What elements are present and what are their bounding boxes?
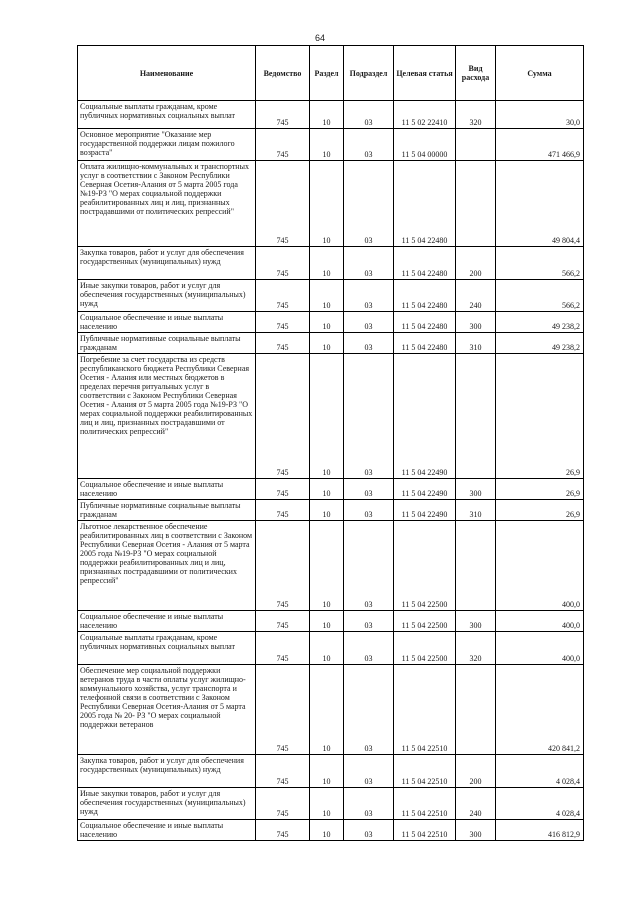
row-vedomstvo: 745 bbox=[256, 101, 310, 129]
row-statya: 11 5 04 00000 bbox=[394, 129, 456, 161]
row-statya: 11 5 04 22510 bbox=[394, 820, 456, 841]
row-razdel: 10 bbox=[310, 788, 344, 820]
budget-table bbox=[77, 45, 584, 841]
table-row bbox=[78, 161, 584, 247]
row-podrazdel: 03 bbox=[344, 788, 394, 820]
row-name: Социальное обеспечение и иные выплаты населению bbox=[78, 479, 256, 500]
row-summa: 400,0 bbox=[496, 632, 584, 665]
row-podrazdel: 03 bbox=[344, 611, 394, 632]
row-vid: 300 bbox=[456, 479, 496, 500]
table-row bbox=[78, 665, 584, 755]
row-razdel: 10 bbox=[310, 354, 344, 479]
row-vedomstvo: 745 bbox=[256, 755, 310, 788]
row-summa: 400,0 bbox=[496, 611, 584, 632]
row-name: Оплата жилищно-коммунальных и транспортных услуг в соответствии с Законом Республики Северная Осетия-Алания от 5 марта 2005 года №19-РЗ "О мерах социальной поддержки реабилитированных лиц и лиц, признанных пострадавшими от политических репрессий" bbox=[78, 161, 256, 247]
row-vedomstvo: 745 bbox=[256, 611, 310, 632]
row-podrazdel: 03 bbox=[344, 521, 394, 611]
row-name: Публичные нормативные социальные выплаты гражданам bbox=[78, 500, 256, 521]
row-summa: 30,0 bbox=[496, 101, 584, 129]
row-podrazdel: 03 bbox=[344, 101, 394, 129]
row-name: Обеспечение мер социальной поддержки ветеранов труда в части оплаты услуг жилищно-коммунального хозяйства, услуг транспорта и телефонной связи в соответствии с Законом Республики Северная Осетия-Алания от 5 марта 2005 года № 20- РЗ "О мерах социальной поддержки ветеранов bbox=[78, 665, 256, 755]
row-podrazdel: 03 bbox=[344, 755, 394, 788]
table-row bbox=[78, 280, 584, 312]
row-vedomstvo: 745 bbox=[256, 665, 310, 755]
row-razdel: 10 bbox=[310, 161, 344, 247]
row-razdel: 10 bbox=[310, 101, 344, 129]
row-podrazdel: 03 bbox=[344, 354, 394, 479]
row-statya: 11 5 04 22490 bbox=[394, 500, 456, 521]
row-summa: 49 804,4 bbox=[496, 161, 584, 247]
row-statya: 11 5 04 22500 bbox=[394, 521, 456, 611]
row-podrazdel: 03 bbox=[344, 280, 394, 312]
row-razdel: 10 bbox=[310, 479, 344, 500]
column-header-razdel: Раздел bbox=[310, 46, 344, 101]
row-vid: 300 bbox=[456, 312, 496, 333]
row-statya: 11 5 04 22480 bbox=[394, 312, 456, 333]
row-statya: 11 5 04 22510 bbox=[394, 665, 456, 755]
row-vedomstvo: 745 bbox=[256, 354, 310, 479]
column-header-summa: Сумма bbox=[496, 46, 584, 101]
row-podrazdel: 03 bbox=[344, 129, 394, 161]
row-statya: 11 5 04 22490 bbox=[394, 354, 456, 479]
row-summa: 49 238,2 bbox=[496, 312, 584, 333]
row-summa: 26,9 bbox=[496, 354, 584, 479]
row-name: Социальное обеспечение и иные выплаты населению bbox=[78, 312, 256, 333]
row-vedomstvo: 745 bbox=[256, 312, 310, 333]
row-summa: 416 812,9 bbox=[496, 820, 584, 841]
row-vedomstvo: 745 bbox=[256, 632, 310, 665]
row-podrazdel: 03 bbox=[344, 500, 394, 521]
column-header-name: Наименование bbox=[78, 46, 256, 101]
column-header-statya: Целевая статья bbox=[394, 46, 456, 101]
table-row bbox=[78, 129, 584, 161]
row-statya: 11 5 04 22500 bbox=[394, 632, 456, 665]
row-vid: 320 bbox=[456, 632, 496, 665]
row-podrazdel: 03 bbox=[344, 333, 394, 354]
row-razdel: 10 bbox=[310, 611, 344, 632]
row-vid bbox=[456, 161, 496, 247]
row-podrazdel: 03 bbox=[344, 312, 394, 333]
row-summa: 566,2 bbox=[496, 247, 584, 280]
row-podrazdel: 03 bbox=[344, 247, 394, 280]
row-podrazdel: 03 bbox=[344, 479, 394, 500]
row-name: Социальные выплаты гражданам, кроме публичных нормативных социальных выплат bbox=[78, 632, 256, 665]
table-row bbox=[78, 479, 584, 500]
row-statya: 11 5 02 22410 bbox=[394, 101, 456, 129]
row-razdel: 10 bbox=[310, 312, 344, 333]
row-razdel: 10 bbox=[310, 333, 344, 354]
table-body bbox=[78, 101, 584, 841]
row-podrazdel: 03 bbox=[344, 820, 394, 841]
row-name: Основное мероприятие "Оказание мер государственной поддержки лицам пожилого возраста" bbox=[78, 129, 256, 161]
row-summa: 566,2 bbox=[496, 280, 584, 312]
row-name: Публичные нормативные социальные выплаты гражданам bbox=[78, 333, 256, 354]
row-vid: 200 bbox=[456, 755, 496, 788]
row-statya: 11 5 04 22480 bbox=[394, 333, 456, 354]
row-razdel: 10 bbox=[310, 665, 344, 755]
table-row bbox=[78, 521, 584, 611]
row-razdel: 10 bbox=[310, 280, 344, 312]
row-name: Закупка товаров, работ и услуг для обеспечения государственных (муниципальных) нужд bbox=[78, 247, 256, 280]
table-row bbox=[78, 101, 584, 129]
row-razdel: 10 bbox=[310, 500, 344, 521]
row-name: Погребение за счет государства из средств республиканского бюджета Республики Северная Осетия - Алания или местных бюджетов в пределах перечня ритуальных услуг в соответствии с Законом Республики Северная Осетия - Алания от 5 марта 2005 года №19-РЗ "О мерах социальной поддержки реабилитированных лиц и лиц, признанных пострадавшими от политических репрессий" bbox=[78, 354, 256, 479]
row-vedomstvo: 745 bbox=[256, 333, 310, 354]
row-vid bbox=[456, 129, 496, 161]
row-name: Социальные выплаты гражданам, кроме публичных нормативных социальных выплат bbox=[78, 101, 256, 129]
row-podrazdel: 03 bbox=[344, 632, 394, 665]
table-row bbox=[78, 632, 584, 665]
row-summa: 26,9 bbox=[496, 479, 584, 500]
row-vedomstvo: 745 bbox=[256, 479, 310, 500]
row-vid: 320 bbox=[456, 101, 496, 129]
row-vedomstvo: 745 bbox=[256, 129, 310, 161]
row-vid bbox=[456, 521, 496, 611]
row-vid bbox=[456, 354, 496, 479]
column-header-podrazdel: Подраздел bbox=[344, 46, 394, 101]
table-row bbox=[78, 611, 584, 632]
row-podrazdel: 03 bbox=[344, 161, 394, 247]
row-razdel: 10 bbox=[310, 521, 344, 611]
row-name: Иные закупки товаров, работ и услуг для обеспечения государственных (муниципальных) нужд bbox=[78, 788, 256, 820]
row-vedomstvo: 745 bbox=[256, 521, 310, 611]
row-razdel: 10 bbox=[310, 632, 344, 665]
row-vid: 240 bbox=[456, 788, 496, 820]
row-summa: 420 841,2 bbox=[496, 665, 584, 755]
row-razdel: 10 bbox=[310, 755, 344, 788]
table-row bbox=[78, 788, 584, 820]
row-summa: 4 028,4 bbox=[496, 788, 584, 820]
row-vid: 200 bbox=[456, 247, 496, 280]
table-row bbox=[78, 755, 584, 788]
row-statya: 11 5 04 22480 bbox=[394, 161, 456, 247]
row-summa: 49 238,2 bbox=[496, 333, 584, 354]
row-statya: 11 5 04 22480 bbox=[394, 280, 456, 312]
row-vid: 310 bbox=[456, 500, 496, 521]
row-statya: 11 5 04 22490 bbox=[394, 479, 456, 500]
table-row bbox=[78, 500, 584, 521]
table-header-row bbox=[78, 46, 584, 101]
column-header-vedomstvo: Ведомство bbox=[256, 46, 310, 101]
row-vid: 310 bbox=[456, 333, 496, 354]
row-statya: 11 5 04 22480 bbox=[394, 247, 456, 280]
row-summa: 26,9 bbox=[496, 500, 584, 521]
row-summa: 471 466,9 bbox=[496, 129, 584, 161]
row-name: Социальное обеспечение и иные выплаты населению bbox=[78, 820, 256, 841]
row-vid: 300 bbox=[456, 820, 496, 841]
row-podrazdel: 03 bbox=[344, 665, 394, 755]
table-row bbox=[78, 247, 584, 280]
row-razdel: 10 bbox=[310, 129, 344, 161]
table-row bbox=[78, 333, 584, 354]
row-statya: 11 5 04 22510 bbox=[394, 755, 456, 788]
row-vid bbox=[456, 665, 496, 755]
row-statya: 11 5 04 22510 bbox=[394, 788, 456, 820]
row-name: Закупка товаров, работ и услуг для обеспечения государственных (муниципальных) нужд bbox=[78, 755, 256, 788]
row-summa: 4 028,4 bbox=[496, 755, 584, 788]
row-name: Социальное обеспечение и иные выплаты населению bbox=[78, 611, 256, 632]
row-vid: 240 bbox=[456, 280, 496, 312]
table-row bbox=[78, 354, 584, 479]
row-vedomstvo: 745 bbox=[256, 161, 310, 247]
table-row bbox=[78, 820, 584, 841]
page-number: 64 bbox=[314, 33, 325, 43]
row-summa: 400,0 bbox=[496, 521, 584, 611]
row-vedomstvo: 745 bbox=[256, 788, 310, 820]
row-vedomstvo: 745 bbox=[256, 280, 310, 312]
table-row bbox=[78, 312, 584, 333]
row-vedomstvo: 745 bbox=[256, 820, 310, 841]
row-vedomstvo: 745 bbox=[256, 247, 310, 280]
column-header-vid: Вид расхода bbox=[456, 46, 496, 101]
row-name: Иные закупки товаров, работ и услуг для обеспечения государственных (муниципальных) нужд bbox=[78, 280, 256, 312]
row-name: Льготное лекарственное обеспечение реабилитированных лиц в соответствии с Законом Республики Северная Осетия - Алания от 5 марта 2005 года №19-РЗ "О мерах социальной поддержки реабилитированных лиц и лиц, признанных пострадавшими от политических репрессий" bbox=[78, 521, 256, 611]
row-vid: 300 bbox=[456, 611, 496, 632]
row-razdel: 10 bbox=[310, 820, 344, 841]
row-vedomstvo: 745 bbox=[256, 500, 310, 521]
row-statya: 11 5 04 22500 bbox=[394, 611, 456, 632]
row-razdel: 10 bbox=[310, 247, 344, 280]
